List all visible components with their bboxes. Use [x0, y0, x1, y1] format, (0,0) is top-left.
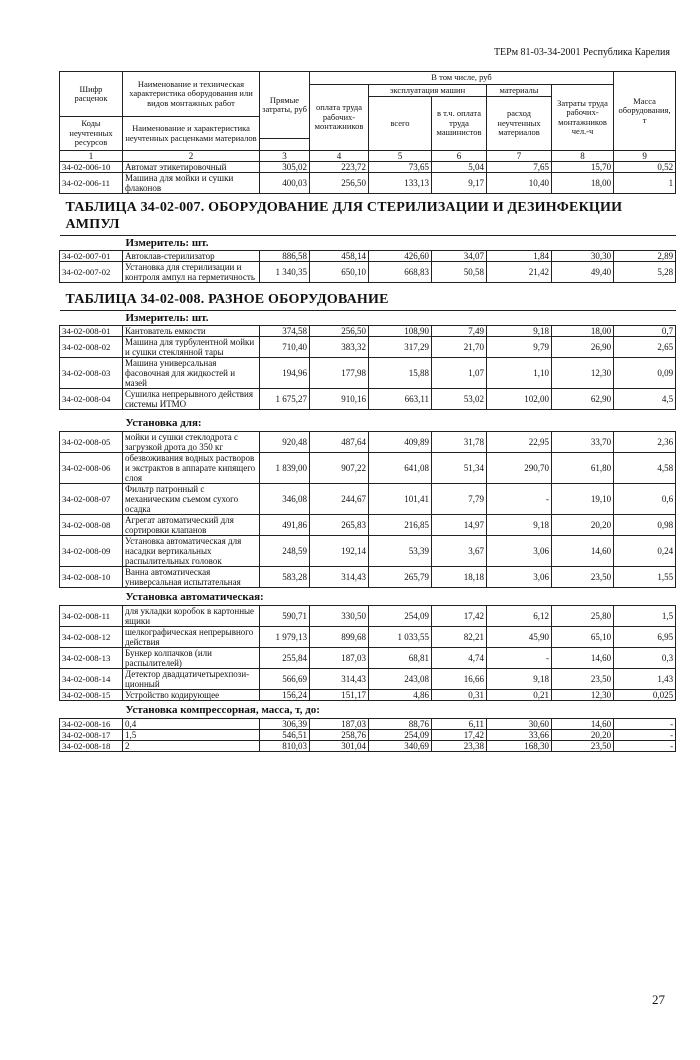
table-row [60, 162, 676, 173]
cell-mass: 1,43 [614, 669, 676, 690]
cell-labor: 26,90 [552, 337, 614, 358]
cell-mass: 2,89 [614, 251, 676, 262]
cell-op-total: 340,69 [369, 741, 432, 752]
cell-mass: 0,24 [614, 536, 676, 567]
cell-code: 34-02-008-05 [60, 432, 123, 453]
cell-name: для укладки коробок в картонные ящики [123, 606, 260, 627]
table-row [60, 515, 676, 536]
cell-name: Кантователь емкости [123, 326, 260, 337]
cell-mass: 2,65 [614, 337, 676, 358]
column-number: 7 [487, 151, 552, 162]
table-row [60, 536, 676, 567]
cell-mass: 4,5 [614, 389, 676, 410]
cell-op-total: 265,79 [369, 567, 432, 588]
cell-wages: 177,98 [310, 358, 369, 389]
table-row [60, 432, 676, 453]
table-007-measure: Измеритель: шт. [60, 236, 676, 251]
header-labor: Затраты труда рабочих-монтажников чел.-ч [552, 85, 614, 151]
cell-mass: 0,3 [614, 648, 676, 669]
cell-op-total: 426,60 [369, 251, 432, 262]
cell-op-wages: 0,31 [432, 690, 487, 701]
cell-materials: 3,06 [487, 567, 552, 588]
cell-materials: 22,95 [487, 432, 552, 453]
cell-op-total: 88,76 [369, 719, 432, 730]
norms-table [59, 71, 676, 752]
cell-wages: 256,50 [310, 173, 369, 194]
cell-mass: - [614, 719, 676, 730]
column-number: 1 [60, 151, 123, 162]
cell-code: 34-02-008-17 [60, 730, 123, 741]
cell-name: Устройство кодирующее [123, 690, 260, 701]
cell-name: Машина универсальная фасовочная для жидкостей и мазей [123, 358, 260, 389]
cell-name: Машина для мойки и сушки флаконов [123, 173, 260, 194]
table-row [60, 690, 676, 701]
cell-op-wages: 14,97 [432, 515, 487, 536]
table-row [60, 337, 676, 358]
cell-code: 34-02-008-06 [60, 453, 123, 484]
table-row [60, 730, 676, 741]
table-row [60, 627, 676, 648]
column-number: 6 [432, 151, 487, 162]
cell-labor: 25,80 [552, 606, 614, 627]
cell-name: Ванна автоматическая универсальная испытательная [123, 567, 260, 588]
cell-op-wages: 1,07 [432, 358, 487, 389]
cell-op-total: 73,65 [369, 162, 432, 173]
cell-code: 34-02-008-02 [60, 337, 123, 358]
cell-labor: 14,60 [552, 648, 614, 669]
cell-code: 34-02-006-11 [60, 173, 123, 194]
cell-op-total: 53,39 [369, 536, 432, 567]
cell-direct: 920,48 [260, 432, 310, 453]
cell-mass: 0,025 [614, 690, 676, 701]
cell-code: 34-02-008-09 [60, 536, 123, 567]
cell-op-total: 15,88 [369, 358, 432, 389]
cell-wages: 487,64 [310, 432, 369, 453]
header-materials: расход неучтенных материалов [487, 97, 552, 151]
table-row [60, 648, 676, 669]
cell-mass: - [614, 730, 676, 741]
cell-code: 34-02-008-10 [60, 567, 123, 588]
cell-op-total: 254,09 [369, 606, 432, 627]
cell-code: 34-02-008-14 [60, 669, 123, 690]
cell-wages: 330,50 [310, 606, 369, 627]
cell-code: 34-02-008-16 [60, 719, 123, 730]
cell-mass: 2,36 [614, 432, 676, 453]
cell-op-wages: 31,78 [432, 432, 487, 453]
cell-name: 1,5 [123, 730, 260, 741]
table-row [60, 326, 676, 337]
cell-mass: 0,09 [614, 358, 676, 389]
cell-materials: 9,18 [487, 515, 552, 536]
cell-op-total: 108,90 [369, 326, 432, 337]
cell-direct: 1 839,00 [260, 453, 310, 484]
cell-op-total: 4,86 [369, 690, 432, 701]
cell-direct: 306,39 [260, 719, 310, 730]
cell-op-total: 1 033,55 [369, 627, 432, 648]
cell-name: мойки и сушки стеклодрота с загрузкой дрота до 350 кг [123, 432, 260, 453]
cell-wages: 314,43 [310, 567, 369, 588]
table-008-title: ТАБЛИЦА 34-02-008. РАЗНОЕ ОБОРУДОВАНИЕ [60, 283, 676, 311]
cell-name: Автомат этикетировочный [123, 162, 260, 173]
table-row [60, 453, 676, 484]
page-number: 27 [652, 992, 665, 1007]
rows-008-a [60, 326, 676, 410]
cell-name: 0,4 [123, 719, 260, 730]
table-row [60, 389, 676, 410]
header-operation: эксплуатация машин [369, 85, 487, 97]
column-number: 5 [369, 151, 432, 162]
cell-wages: 192,14 [310, 536, 369, 567]
column-number: 3 [260, 151, 310, 162]
cell-op-wages: 82,21 [432, 627, 487, 648]
cell-direct: 400,03 [260, 173, 310, 194]
header-op-total: всего [369, 97, 432, 151]
cell-materials: 9,18 [487, 326, 552, 337]
cell-materials: 6,12 [487, 606, 552, 627]
subsection-auto [60, 588, 676, 606]
header-codes: Коды неучтенных ресурсов [60, 117, 123, 151]
cell-mass: 0,6 [614, 484, 676, 515]
cell-name: Агрегат автоматический для сортировки клапанов [123, 515, 260, 536]
column-number: 8 [552, 151, 614, 162]
cell-labor: 49,40 [552, 262, 614, 283]
cell-direct: 255,84 [260, 648, 310, 669]
header-materials-group: материалы [487, 85, 552, 97]
table-row [60, 719, 676, 730]
cell-direct: 710,40 [260, 337, 310, 358]
cell-labor: 14,60 [552, 719, 614, 730]
cell-op-wages: 5,04 [432, 162, 487, 173]
cell-materials: 9,18 [487, 669, 552, 690]
cell-name: Автоклав-стерилизатор [123, 251, 260, 262]
cell-op-total: 254,09 [369, 730, 432, 741]
cell-materials: - [487, 484, 552, 515]
table-row [60, 484, 676, 515]
cell-mass: 5,28 [614, 262, 676, 283]
cell-materials: 7,65 [487, 162, 552, 173]
cell-wages: 258,76 [310, 730, 369, 741]
cell-name: обезвоживания водных растворов и экстрактов в аппарате кипящего слоя [123, 453, 260, 484]
cell-wages: 151,17 [310, 690, 369, 701]
cell-materials: - [487, 648, 552, 669]
cell-materials: 9,79 [487, 337, 552, 358]
cell-materials: 168,30 [487, 741, 552, 752]
cell-materials: 102,00 [487, 389, 552, 410]
section-007 [60, 194, 676, 251]
table-row [60, 251, 676, 262]
rows-008-b [60, 432, 676, 588]
section-008 [60, 283, 676, 326]
cell-direct: 346,08 [260, 484, 310, 515]
rows-008-c [60, 606, 676, 701]
cell-name: Установка автоматическая для насадки вертикальных распылительных головок [123, 536, 260, 567]
header-name-bottom: Наименование и характеристика неучтенных расценками материалов [123, 117, 260, 151]
cell-op-wages: 4,74 [432, 648, 487, 669]
cell-op-wages: 17,42 [432, 606, 487, 627]
cell-direct: 1 340,35 [260, 262, 310, 283]
cell-labor: 65,10 [552, 627, 614, 648]
table-row [60, 741, 676, 752]
cell-code: 34-02-008-07 [60, 484, 123, 515]
cell-wages: 265,83 [310, 515, 369, 536]
cell-materials: 3,06 [487, 536, 552, 567]
cell-labor: 20,20 [552, 730, 614, 741]
cell-mass: 6,95 [614, 627, 676, 648]
cell-materials: 1,10 [487, 358, 552, 389]
cell-direct: 1 979,13 [260, 627, 310, 648]
cell-labor: 12,30 [552, 358, 614, 389]
table-row [60, 567, 676, 588]
cell-code: 34-02-008-11 [60, 606, 123, 627]
cell-labor: 23,50 [552, 741, 614, 752]
cell-direct: 491,86 [260, 515, 310, 536]
header-wages: оплата труда рабочих-монтажников [310, 85, 369, 151]
cell-code: 34-02-008-12 [60, 627, 123, 648]
cell-wages: 910,16 [310, 389, 369, 410]
cell-mass: - [614, 741, 676, 752]
cell-wages: 187,03 [310, 719, 369, 730]
cell-op-wages: 16,66 [432, 669, 487, 690]
cell-op-wages: 34,07 [432, 251, 487, 262]
header-cipher: Шифр расценок [60, 72, 123, 117]
cell-materials: 0,21 [487, 690, 552, 701]
cell-code: 34-02-008-01 [60, 326, 123, 337]
cell-code: 34-02-008-08 [60, 515, 123, 536]
cell-materials: 33,66 [487, 730, 552, 741]
cell-direct: 248,59 [260, 536, 310, 567]
cell-code: 34-02-008-04 [60, 389, 123, 410]
cell-name: Установка для стерилизации и контроля ампул на герметичность [123, 262, 260, 283]
page-header: ТЕРм 81-03-34-2001 Республика Карелия [493, 47, 670, 58]
subheading-compressor: Установка компрессорная, масса, т, до: [60, 701, 676, 719]
cell-wages: 223,72 [310, 162, 369, 173]
cell-mass: 0,7 [614, 326, 676, 337]
column-number: 9 [614, 151, 676, 162]
table-007-title: ТАБЛИЦА 34-02-007. ОБОРУДОВАНИЕ ДЛЯ СТЕРИЛИЗАЦИИ И ДЕЗИНФЕКЦИИ АМПУЛ [60, 194, 676, 236]
subsection-install [60, 410, 676, 432]
cell-direct: 810,03 [260, 741, 310, 752]
table-row [60, 262, 676, 283]
cell-materials: 290,70 [487, 453, 552, 484]
cell-labor: 19,10 [552, 484, 614, 515]
cell-name: Сушилка непрерывного действия системы ИТМО [123, 389, 260, 410]
cell-mass: 1 [614, 173, 676, 194]
cell-op-wages: 53,02 [432, 389, 487, 410]
cell-op-total: 663,11 [369, 389, 432, 410]
cell-labor: 23,50 [552, 567, 614, 588]
cell-labor: 33,70 [552, 432, 614, 453]
cell-labor: 18,00 [552, 173, 614, 194]
cell-wages: 301,04 [310, 741, 369, 752]
cell-op-total: 68,81 [369, 648, 432, 669]
cell-name: Фильтр патронный с механическим съемом сухого осадка [123, 484, 260, 515]
cell-op-total: 243,08 [369, 669, 432, 690]
cell-materials: 21,42 [487, 262, 552, 283]
cell-direct: 886,58 [260, 251, 310, 262]
cell-op-total: 101,41 [369, 484, 432, 515]
cell-direct: 374,58 [260, 326, 310, 337]
cell-code: 34-02-006-10 [60, 162, 123, 173]
cell-labor: 23,50 [552, 669, 614, 690]
table-row [60, 358, 676, 389]
cell-labor: 30,30 [552, 251, 614, 262]
cell-direct: 566,69 [260, 669, 310, 690]
cell-op-wages: 6,11 [432, 719, 487, 730]
subheading-install: Установка для: [60, 410, 676, 432]
header-including: В том числе, руб [310, 72, 614, 85]
header-name-top: Наименование и техническая характеристика оборудования или видов монтажных работ [123, 72, 260, 117]
cell-direct: 194,96 [260, 358, 310, 389]
header-op-wages: в т.ч. оплата труда машинистов [432, 97, 487, 151]
cell-direct: 1 675,27 [260, 389, 310, 410]
cell-wages: 650,10 [310, 262, 369, 283]
cell-name: 2 [123, 741, 260, 752]
cell-labor: 12,30 [552, 690, 614, 701]
cell-op-wages: 7,79 [432, 484, 487, 515]
header-direct-filler [260, 139, 310, 151]
cell-op-wages: 3,67 [432, 536, 487, 567]
cell-materials: 10,40 [487, 173, 552, 194]
cell-mass: 1,5 [614, 606, 676, 627]
cell-op-total: 317,29 [369, 337, 432, 358]
cell-mass: 1,55 [614, 567, 676, 588]
cell-labor: 61,80 [552, 453, 614, 484]
header-direct: Прямые затраты, руб [260, 72, 310, 139]
cell-op-total: 668,83 [369, 262, 432, 283]
cell-wages: 899,68 [310, 627, 369, 648]
cell-materials: 1,84 [487, 251, 552, 262]
cell-name: Бункер колпачков (или распылителей) [123, 648, 260, 669]
table-row [60, 173, 676, 194]
table-row [60, 669, 676, 690]
cell-wages: 256,50 [310, 326, 369, 337]
cell-wages: 187,03 [310, 648, 369, 669]
header-mass: Масса оборудования, т [614, 72, 676, 151]
rows-007 [60, 251, 676, 283]
cell-materials: 45,90 [487, 627, 552, 648]
cell-direct: 583,28 [260, 567, 310, 588]
table-row [60, 606, 676, 627]
rows-008-d [60, 719, 676, 752]
cell-labor: 15,70 [552, 162, 614, 173]
cell-name: шелкографическая непрерывного действия [123, 627, 260, 648]
cell-materials: 30,60 [487, 719, 552, 730]
cell-code: 34-02-007-02 [60, 262, 123, 283]
cell-direct: 305,02 [260, 162, 310, 173]
cell-mass: 0,98 [614, 515, 676, 536]
cell-op-total: 641,08 [369, 453, 432, 484]
cell-code: 34-02-008-13 [60, 648, 123, 669]
column-number: 4 [310, 151, 369, 162]
cell-op-wages: 17,42 [432, 730, 487, 741]
cell-wages: 458,14 [310, 251, 369, 262]
cell-op-wages: 9,17 [432, 173, 487, 194]
cell-wages: 383,32 [310, 337, 369, 358]
rows-006 [60, 162, 676, 194]
cell-wages: 907,22 [310, 453, 369, 484]
cell-op-total: 409,89 [369, 432, 432, 453]
cell-name: Машина для турбулентной мойки и сушки стеклянной тары [123, 337, 260, 358]
cell-wages: 314,43 [310, 669, 369, 690]
subheading-auto: Установка автоматическая: [60, 588, 676, 606]
cell-op-wages: 23,38 [432, 741, 487, 752]
column-number: 2 [123, 151, 260, 162]
subsection-compressor [60, 701, 676, 719]
cell-op-wages: 50,58 [432, 262, 487, 283]
cell-op-total: 216,85 [369, 515, 432, 536]
cell-op-wages: 21,70 [432, 337, 487, 358]
cell-code: 34-02-008-03 [60, 358, 123, 389]
cell-op-wages: 7,49 [432, 326, 487, 337]
table-008-measure: Измеритель: шт. [60, 311, 676, 326]
cell-direct: 590,71 [260, 606, 310, 627]
cell-mass: 4,58 [614, 453, 676, 484]
cell-direct: 156,24 [260, 690, 310, 701]
cell-direct: 546,51 [260, 730, 310, 741]
cell-code: 34-02-008-18 [60, 741, 123, 752]
cell-op-total: 133,13 [369, 173, 432, 194]
cell-labor: 62,90 [552, 389, 614, 410]
table-header [60, 72, 676, 162]
cell-op-wages: 51,34 [432, 453, 487, 484]
cell-code: 34-02-007-01 [60, 251, 123, 262]
cell-labor: 18,00 [552, 326, 614, 337]
cell-code: 34-02-008-15 [60, 690, 123, 701]
cell-mass: 0,52 [614, 162, 676, 173]
cell-name: Детектор двадцатичетырехпози-ционный [123, 669, 260, 690]
cell-op-wages: 18,18 [432, 567, 487, 588]
cell-labor: 14,60 [552, 536, 614, 567]
cell-labor: 20,20 [552, 515, 614, 536]
cell-wages: 244,67 [310, 484, 369, 515]
